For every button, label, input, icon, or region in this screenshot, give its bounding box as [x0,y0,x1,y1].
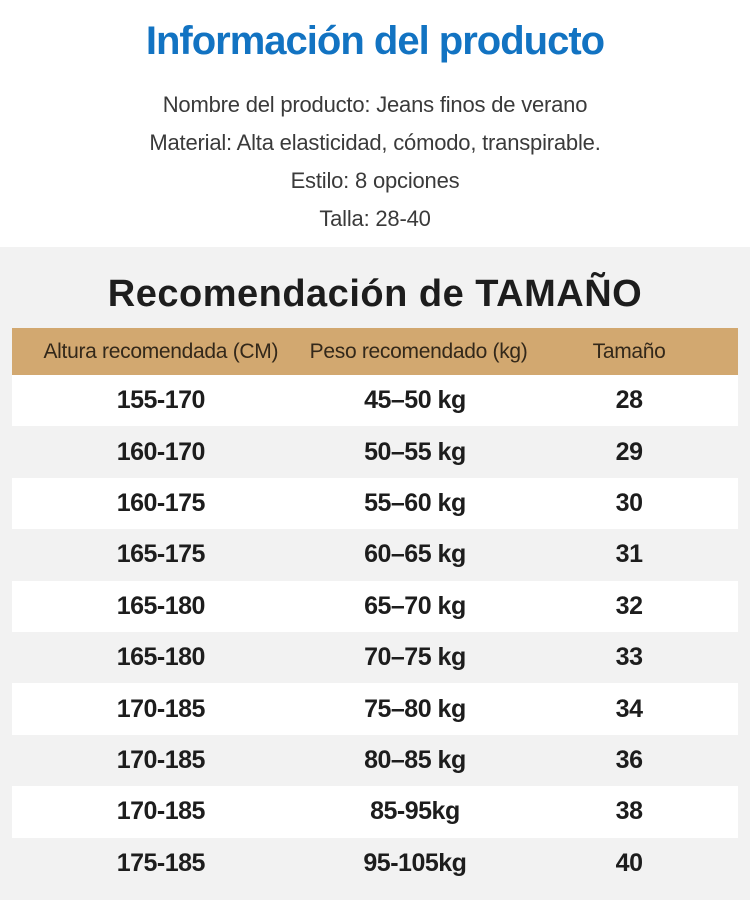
table-row [12,375,738,426]
weight-cell: 60–65 kg [364,540,466,569]
size-table-header-row [12,328,738,375]
weight-cell: 85-95kg [370,797,460,826]
table-row [12,735,738,786]
table-row [12,838,738,889]
size-cell: 38 [615,797,643,826]
table-row [12,632,738,683]
product-info-section [0,0,750,247]
weight-cell: 45–50 kg [364,386,466,415]
height-cell: 160-170 [116,437,205,466]
size-cell: 40 [615,848,643,877]
size-section-title: Recomendación de TAMAÑO [107,273,643,315]
height-cell: 175-185 [116,848,205,877]
height-cell: 170-185 [116,797,205,826]
header-height: Altura recomendada (CM) [43,339,279,363]
size-cell: 36 [615,745,643,774]
size-table [12,328,738,889]
table-row [12,581,738,632]
table-row [12,529,738,580]
page-title: Información del producto [145,19,605,63]
header-weight: Peso recomendado (kg) [309,339,528,363]
weight-cell: 65–70 kg [364,591,466,620]
height-cell: 170-185 [116,745,205,774]
weight-cell: 95-105kg [363,848,467,877]
table-row [12,478,738,529]
height-cell: 165-180 [116,643,205,672]
size-cell: 28 [615,386,643,415]
size-cell: 29 [615,437,643,466]
weight-cell: 55–60 kg [364,488,466,517]
height-cell: 155-170 [116,386,205,415]
product-style-line: Estilo: 8 opciones [290,168,460,193]
product-material-line: Material: Alta elasticidad, cómodo, transpirable. [149,130,601,155]
size-recommendation-section [0,247,750,900]
weight-cell: 50–55 kg [364,437,466,466]
table-row [12,426,738,477]
height-cell: 160-175 [116,488,205,517]
height-cell: 170-185 [116,694,205,723]
size-cell: 32 [615,591,643,620]
height-cell: 165-175 [116,540,205,569]
table-row [12,786,738,837]
size-cell: 30 [615,488,643,517]
product-size-line: Talla: 28-40 [319,206,431,231]
product-name-line: Nombre del producto: Jeans finos de verano [162,92,588,117]
header-size: Tamaño [592,339,666,363]
size-cell: 34 [615,694,643,723]
weight-cell: 75–80 kg [364,694,466,723]
weight-cell: 80–85 kg [364,745,466,774]
size-cell: 33 [615,643,643,672]
weight-cell: 70–75 kg [364,643,466,672]
size-cell: 31 [615,540,643,569]
height-cell: 165-180 [116,591,205,620]
product-info-lines [0,86,750,238]
table-row [12,683,738,734]
